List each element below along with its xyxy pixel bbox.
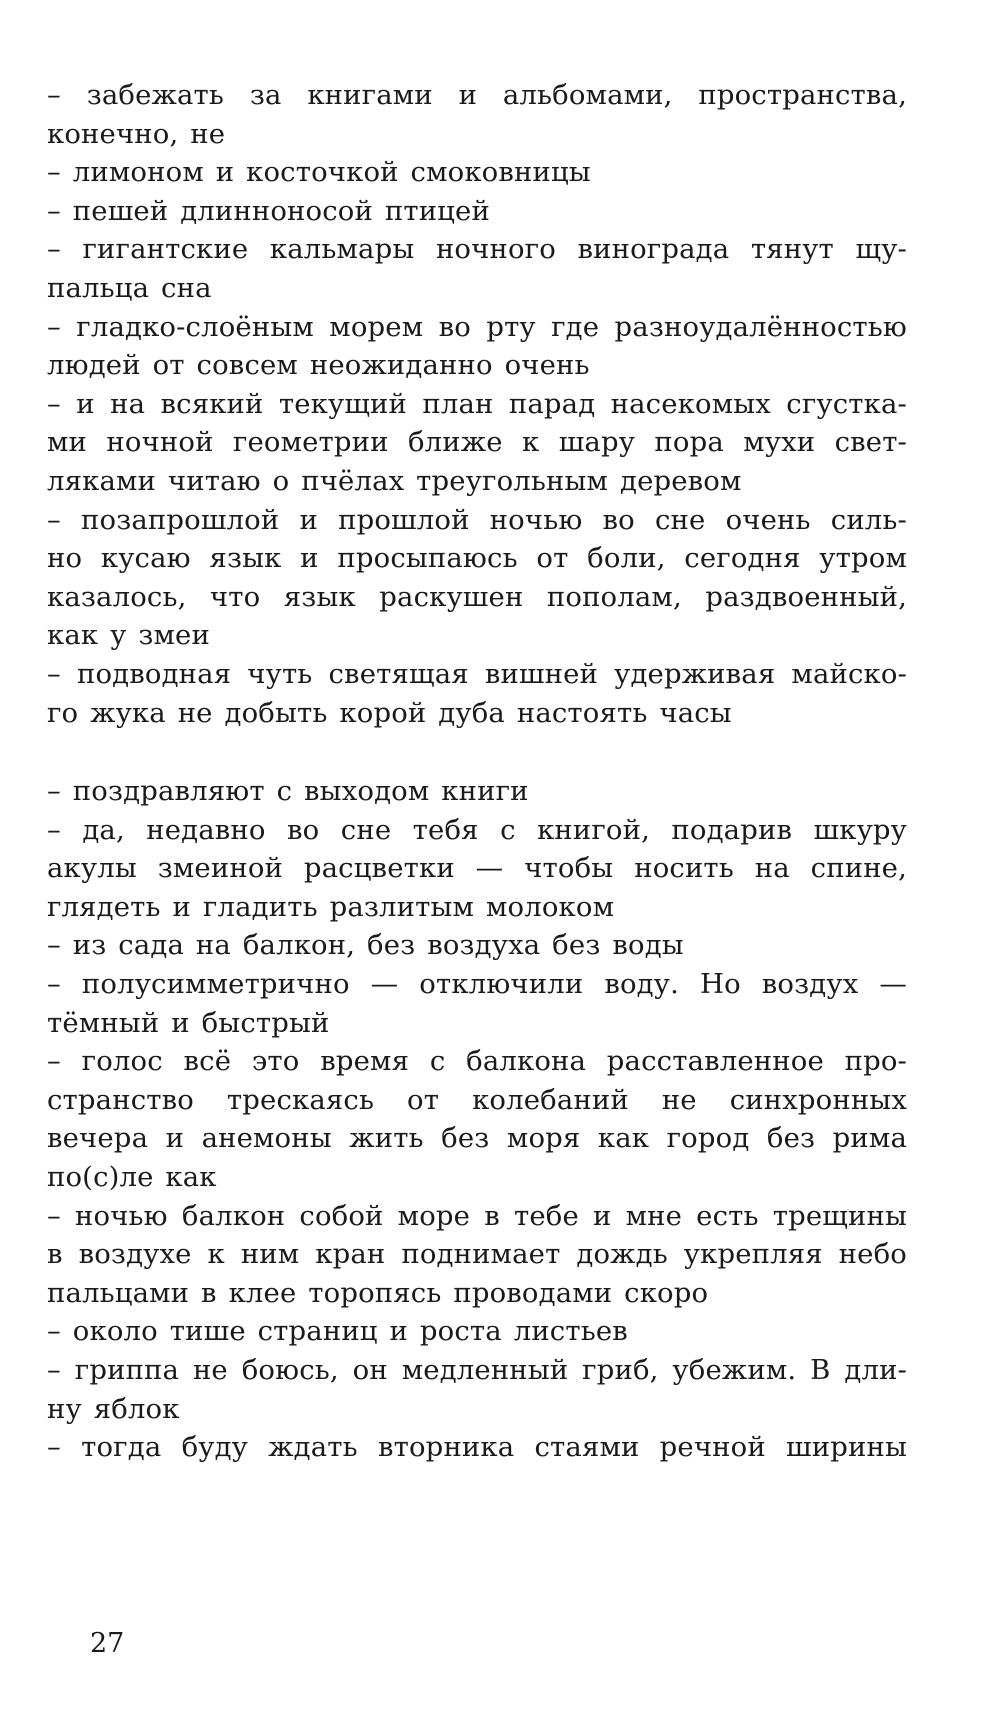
text-line: казалось, что язык раскушен пополам, раздвоенный, (47, 580, 907, 613)
page-number: 27 (90, 1628, 125, 1659)
text-line: – забежать за книгами и альбомами, пространства, (47, 79, 907, 111)
text-line: го жука не добыть корой дуба настоять часы (47, 696, 732, 729)
text-line: но кусаю язык и просыпаюсь от боли, сегодня утром (47, 542, 907, 575)
text-line: – ночью балкон собой море в тебе и мне есть трещины (47, 1199, 907, 1232)
text-line: вечера и анемоны жить без моря как город без рима (47, 1122, 907, 1155)
text-line: ми ночной геометрии ближе к шару пора мухи свет- (47, 426, 907, 459)
text-line: пальца сна (47, 271, 212, 304)
text-line: людей от совсем неожиданно очень (47, 349, 590, 382)
text-line: как у змеи (47, 619, 210, 652)
stanza-2 (47, 772, 907, 1467)
text-line: – позапрошлой и прошлой ночью во сне очень силь- (47, 503, 907, 536)
text-line: конечно, не (47, 117, 226, 150)
text-line: акулы змеиной расцветки — чтобы носить на спине, (47, 852, 907, 885)
text-line: – пешей длинноносой птицей (47, 194, 490, 227)
text-line: – гигантские кальмары ночного винограда тянут щу- (47, 233, 907, 266)
text-line: – гладко-слоёным морем во рту где разноудалённостью (47, 310, 907, 343)
text-line: – гриппа не боюсь, он медленный гриб, убежим. В дли- (47, 1354, 907, 1386)
text-line: – полусимметрично — отключили воду. Но воздух — (47, 968, 907, 1001)
text-line: – поздравляют с выходом книги (47, 775, 529, 808)
text-line: – из сада на балкон, без воздуха без воды (47, 929, 684, 962)
text-line: пальцами в клее торопясь проводами скоро (47, 1276, 709, 1309)
text-line: по(с)ле как (47, 1161, 217, 1194)
stanza-gap (47, 732, 907, 772)
text-line: – и на всякий текущий план парад насекомых сгустка- (47, 387, 907, 420)
text-line: – да, недавно во сне тебя с книгой, подарив шкуру (47, 813, 907, 846)
text-line: – подводная чуть светящая вишней удерживая майско- (47, 657, 907, 690)
text-line: глядеть и гладить разлитым молоком (47, 890, 615, 923)
text-line: в воздухе к ним кран поднимает дождь укрепляя небо (47, 1238, 907, 1271)
text-line: – лимоном и косточкой смоковницы (47, 156, 591, 189)
text-line: – голос всё это время с балкона расставленное про- (47, 1045, 907, 1078)
poem-text (47, 76, 907, 1467)
text-line: странство трескаясь от колебаний не синхронных (47, 1083, 907, 1116)
stanza-1 (47, 76, 907, 732)
text-line: – тогда буду ждать вторника стаями речной ширины (47, 1431, 907, 1464)
text-line: ну яблок (47, 1392, 180, 1425)
text-line: тёмный и быстрый (47, 1006, 330, 1039)
text-line: ляками читаю о пчёлах треугольным деревом (47, 464, 742, 497)
text-line: – около тише страниц и роста листьев (47, 1315, 628, 1348)
